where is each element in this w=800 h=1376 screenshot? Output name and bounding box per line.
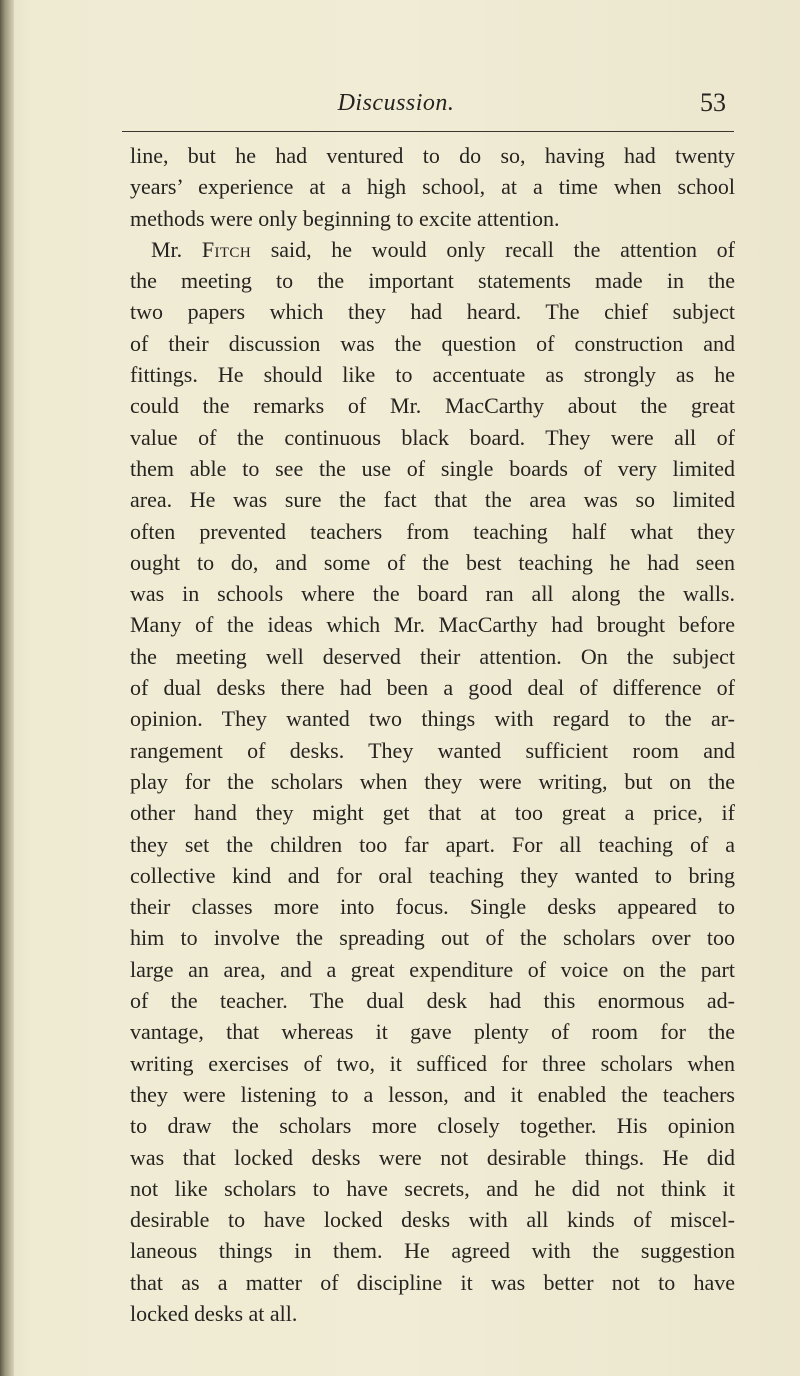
text-line: the meeting well deserved their attention. On the subject <box>130 643 735 669</box>
text-line: was that locked desks were not desirable things. He did <box>130 1144 735 1170</box>
text-line: could the remarks of Mr. MacCarthy about the great <box>130 393 735 419</box>
text-line: ought to do, and some of the best teaching he had seen <box>130 549 735 575</box>
text-line: two papers which they had heard. The chief subject <box>130 299 735 325</box>
text-line: locked desks at all. <box>130 1300 298 1326</box>
text-line: Many of the ideas which Mr. MacCarthy had brought before <box>130 612 735 638</box>
running-head <box>120 84 740 124</box>
speaker-prefix: Mr. <box>151 236 183 262</box>
text-line: collective kind and for oral teaching they wanted to bring <box>130 862 735 888</box>
text-line: they set the children too far apart. For all teaching of a <box>130 831 735 857</box>
speaker-line-text: said, he would only recall the attention of <box>270 236 736 262</box>
text-line-speaker <box>130 234 735 265</box>
text-line: vantage, that whereas it gave plenty of room for the <box>130 1019 735 1045</box>
header-rule <box>122 131 734 132</box>
text-line: of the teacher. The dual desk had this enormous ad- <box>130 988 735 1014</box>
speaker-name: Fitch <box>201 236 252 262</box>
page-gutter-shadow <box>0 0 14 1376</box>
running-title: Discussion. <box>337 90 455 116</box>
text-line: desirable to have locked desks with all kinds of miscel- <box>130 1207 735 1233</box>
text-line: was in schools where the board ran all along the walls. <box>130 581 735 607</box>
text-line: not like scholars to have secrets, and he did not think it <box>130 1175 735 1201</box>
text-line: opinion. They wanted two things with regard to the ar- <box>130 706 735 732</box>
text-line: their classes more into focus. Single desks appeared to <box>130 894 735 920</box>
text-line: often prevented teachers from teaching half what they <box>130 518 735 544</box>
text-line: other hand they might get that at too great a price, if <box>130 800 735 826</box>
text-line: methods were only beginning to excite attention. <box>130 205 560 231</box>
text-line: that as a matter of discipline it was better not to have <box>130 1269 735 1295</box>
body-text <box>130 140 735 1329</box>
text-line: rangement of desks. They wanted sufficient room and <box>130 737 735 763</box>
text-line: them able to see the use of single boards of very limited <box>130 455 735 481</box>
text-line: the meeting to the important statements made in the <box>130 268 735 294</box>
text-line: years’ experience at a high school, at a time when school <box>130 174 735 200</box>
text-line: they were listening to a lesson, and it enabled the teachers <box>130 1081 735 1107</box>
text-line: play for the scholars when they were writing, but on the <box>130 768 735 794</box>
text-line: line, but he had ventured to do so, having had twenty <box>130 143 735 168</box>
text-line: to draw the scholars more closely together. His opinion <box>130 1113 735 1139</box>
text-line: area. He was sure the fact that the area was so limited <box>130 487 735 513</box>
page-number: 53 <box>700 88 726 117</box>
text-line: writing exercises of two, it sufficed for three scholars when <box>130 1050 735 1076</box>
text-line: of dual desks there had been a good deal of difference of <box>130 675 735 701</box>
text-line: fittings. He should like to accentuate as strongly as he <box>130 362 735 388</box>
text-line: value of the continuous black board. They were all of <box>130 424 735 450</box>
text-line: of their discussion was the question of construction and <box>130 330 735 356</box>
text-line: him to involve the spreading out of the scholars over too <box>130 925 735 951</box>
text-line: large an area, and a great expenditure of voice on the part <box>130 956 735 982</box>
text-line: laneous things in them. He agreed with the suggestion <box>130 1238 735 1264</box>
